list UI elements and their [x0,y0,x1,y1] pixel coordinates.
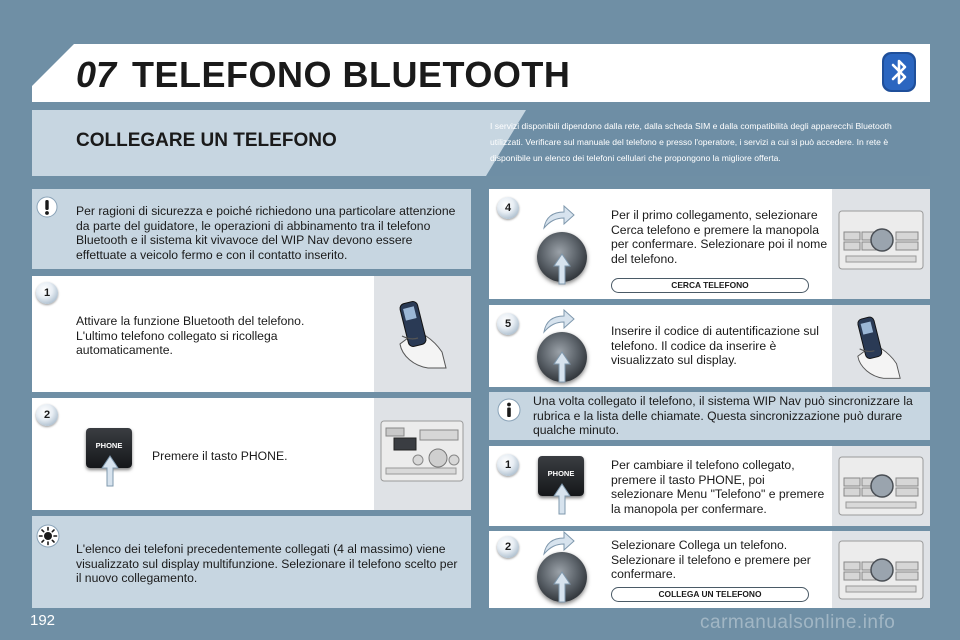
step-5-text: Inserire il codice di autentificazione sul telefono. Il codice da inserire è visualizzato sul display. [611,324,819,368]
sun-tip-icon [36,524,60,548]
exclamation-icon [36,196,58,218]
mobile-phone-icon [392,296,454,372]
section-info-text: I servizi disponibili dipendono dalla rete, dalla scheda SIM e dalla compatibilità degli apparecchi Bluetooth utilizzati. Verificare sul manuale del telefono e presso l'operatore, i servizi a cui si può accedere. In rete è disponibile un elenco dei telefoni cellulari che propongono la migliore offerta. [490,121,892,163]
press-arrow-icon [552,350,572,384]
step-4-text: Per il primo collegamento, selezionare Cerca telefono e premere la manopola per confermare. Selezionare poi il nome del telefono. [611,208,828,266]
step-1-text: Attivare la funzione Bluetooth del telefono. L'ultimo telefono collegato si ricollega automaticamente. [76,314,305,358]
radio-panel-icon [838,540,924,600]
change-step-2-text: Selezionare Collega un telefono. Selezionare il telefono e premere per confermare. [611,538,811,582]
section-title: COLLEGARE UN TELEFONO [76,130,337,151]
change-step-1-text: Per cambiare il telefono collegato, premere il tasto PHONE, poi selezionare Menu "Telefono" e premere la manopola per confermare. [611,458,825,516]
turn-arrow-icon [540,204,576,230]
warning-text: Per ragioni di sicurezza e poiché richiedono una particolare attenzione da parte del guidatore, le operazioni di abbinamento tra il telefono Bluetooth e il sistema kit vivavoce del WIP Nav devono essere effettuate a veicolo fermo e con il contatto inserito. [76,204,456,262]
phone-button-label: PHONE [547,469,575,478]
step-badge: 2 [497,536,519,558]
radio-panel-icon [838,456,924,516]
info-text: Una volta collegato il telefono, il sistema WIP Nav può sincronizzare la rubrica e la lista delle chiamate. Questa sincronizzazione può durare qualche minuto. [533,394,913,438]
step-badge: 5 [497,313,519,335]
turn-arrow-icon [540,308,576,334]
radio-panel-icon [380,420,464,482]
press-arrow-icon [552,252,572,286]
page-title: TELEFONO BLUETOOTH [132,54,571,95]
radio-panel-icon [838,210,924,270]
menu-option-label: CERCA TELEFONO [611,278,809,293]
menu-option-label: COLLEGA UN TELEFONO [611,587,809,602]
chapter-number: 07 [76,54,117,95]
press-arrow-icon [552,570,572,604]
mobile-phone-icon [848,312,910,382]
step-badge: 1 [497,454,519,476]
tip-text: L'elenco dei telefoni precedentemente collegati (4 al massimo) viene visualizzato sul display multifunzione. Selezionare il telefono scelto per il nuovo collegamento. [76,542,458,586]
press-arrow-icon [552,482,572,516]
bluetooth-icon [881,51,917,93]
step-badge: 1 [36,282,58,304]
press-arrow-icon [100,454,120,488]
phone-button-label: PHONE [95,441,123,450]
step-badge: 4 [497,197,519,219]
page-number: 192 [30,612,56,629]
watermark: carmanualsonline.info [700,612,896,633]
step-2-text: Premere il tasto PHONE. [152,449,288,463]
step-badge: 2 [36,404,58,426]
info-icon [497,398,521,422]
